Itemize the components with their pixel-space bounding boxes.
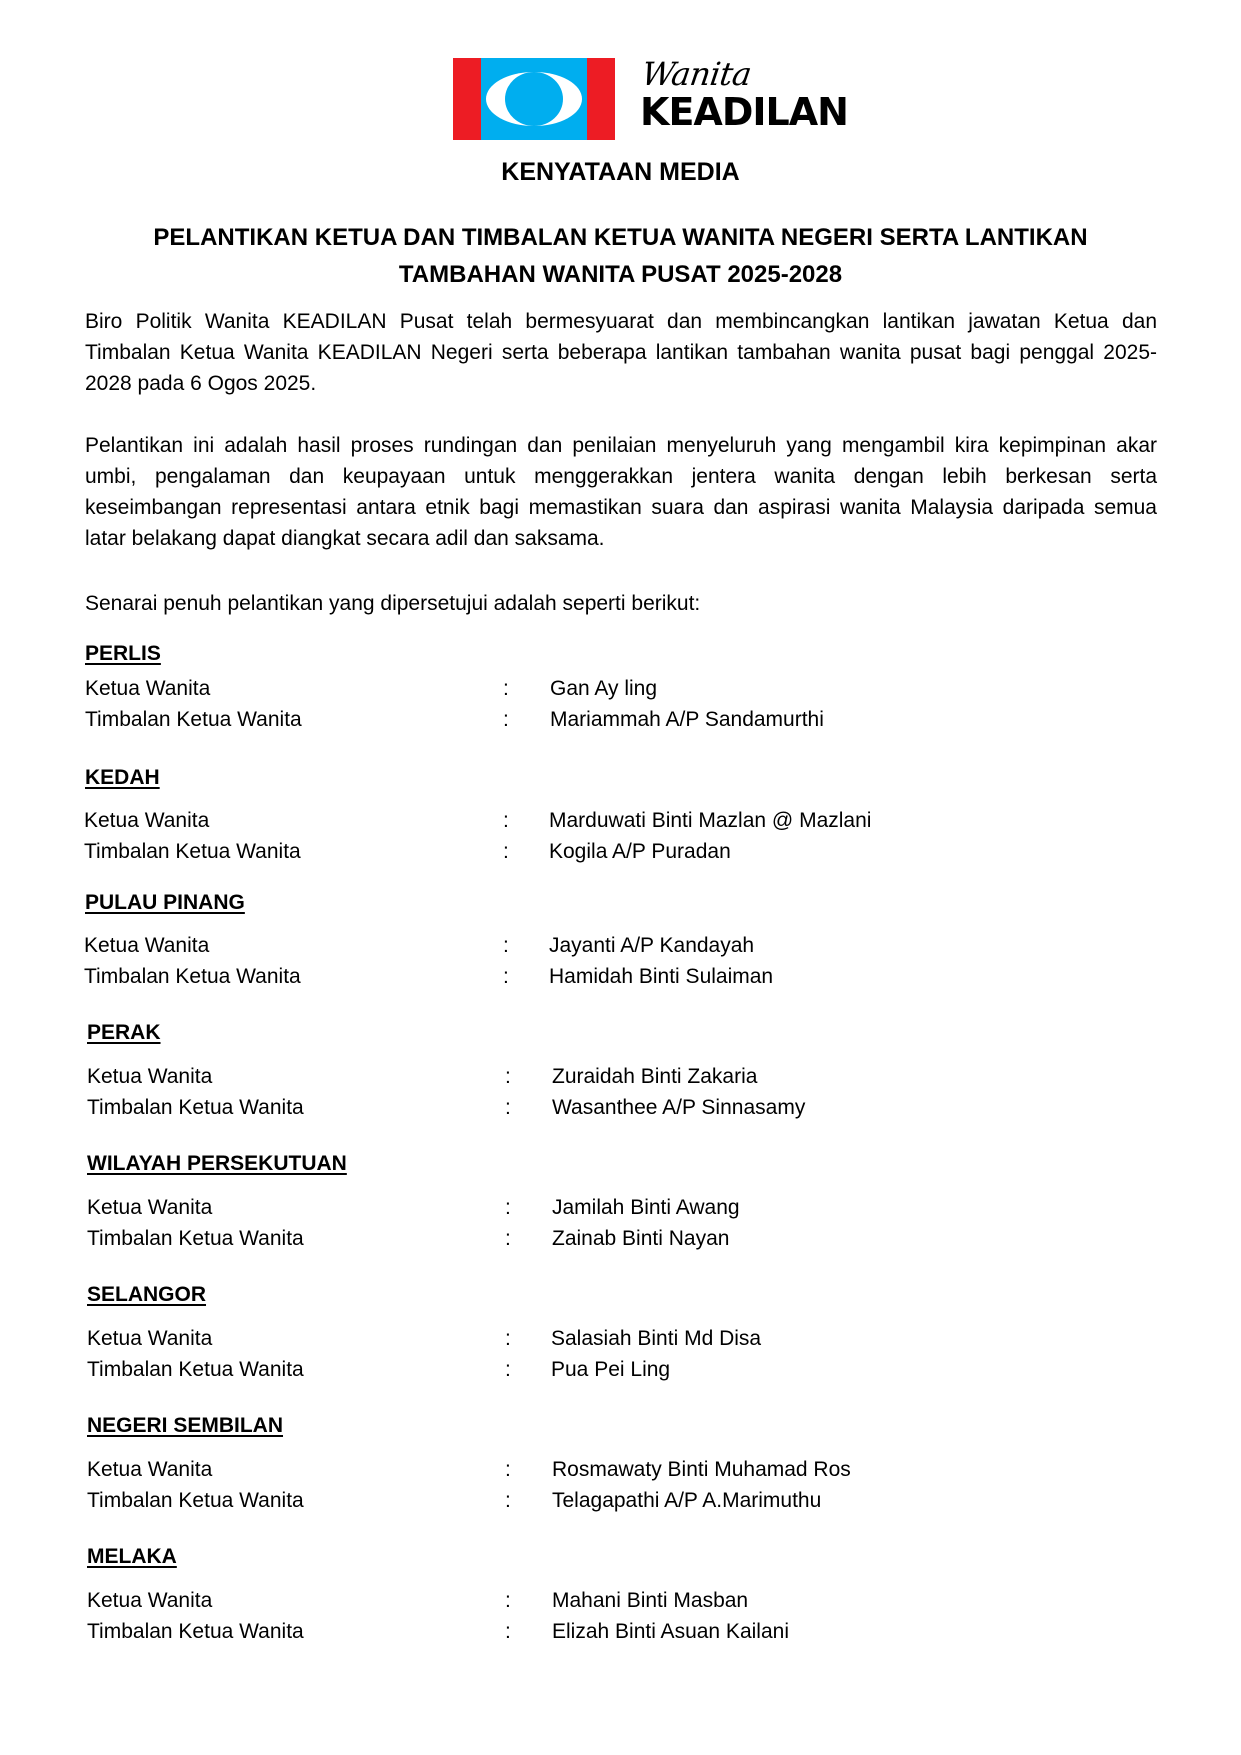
role-label: Ketua Wanita: [87, 1327, 213, 1350]
role-label: Timbalan Ketua Wanita: [87, 1358, 304, 1381]
appointee-name: Mariammah A/P Sandamurthi: [550, 708, 824, 731]
role-label: Ketua Wanita: [87, 1065, 213, 1088]
appointee-name: Wasanthee A/P Sinnasamy: [552, 1096, 806, 1119]
separator-colon: :: [505, 1358, 511, 1381]
list-intro-paragraph: Senarai penuh pelantikan yang dipersetujui adalah seperti berikut:: [85, 592, 701, 615]
appointee-name: Jayanti A/P Kandayah: [549, 934, 755, 957]
appointee-name: Jamilah Binti Awang: [552, 1196, 740, 1219]
separator-colon: :: [505, 1196, 511, 1219]
separator-colon: :: [505, 1065, 511, 1088]
role-label: Ketua Wanita: [87, 1589, 213, 1612]
state-heading-negeri-sembilan: NEGERI SEMBILAN: [87, 1414, 284, 1437]
separator-colon: :: [503, 965, 509, 988]
state-heading-wilayah-persekutuan: WILAYAH PERSEKUTUAN: [87, 1152, 347, 1175]
separator-colon: :: [503, 708, 509, 731]
party-logo-icon: [453, 58, 615, 140]
separator-colon: :: [505, 1458, 511, 1481]
appointee-name: Mahani Binti Masban: [552, 1589, 749, 1612]
rationale-paragraph: Pelantikan ini adalah hasil proses rundingan dan penilaian menyeluruh yang mengambil kira kepimpinan akar umbi, pengalaman dan keupayaan untuk menggerakkan jentera wanita dengan lebih berkesan serta keseimbangan representasi antara etnik bagi memastikan suara dan aspirasi wanita Malaysia daripada semua latar belakang dapat diangkat secara adil dan saksama.: [85, 434, 1157, 550]
role-label: Timbalan Ketua Wanita: [85, 708, 302, 731]
role-label: Timbalan Ketua Wanita: [87, 1489, 304, 1512]
separator-colon: :: [503, 677, 509, 700]
document-title-line-2: TAMBAHAN WANITA PUSAT 2025-2028: [398, 261, 843, 288]
intro-paragraph: Biro Politik Wanita KEADILAN Pusat telah bermesyuarat dan membincangkan lantikan jawatan Ketua dan Timbalan Ketua Wanita KEADILAN Negeri serta beberapa lantikan tambahan wanita pusat bagi penggal 2025-2028 pada 6 Ogos 2025.: [85, 310, 1157, 395]
state-heading-perlis: PERLIS: [85, 642, 161, 665]
state-heading-melaka: MELAKA: [87, 1545, 177, 1568]
role-label: Timbalan Ketua Wanita: [87, 1227, 304, 1250]
state-heading-pulau-pinang: PULAU PINANG: [85, 891, 245, 914]
appointee-name: Zainab Binti Nayan: [552, 1227, 730, 1250]
appointee-name: Telagapathi A/P A.Marimuthu: [552, 1489, 822, 1512]
role-label: Ketua Wanita: [84, 934, 210, 957]
appointee-name: Zuraidah Binti Zakaria: [552, 1065, 758, 1088]
appointee-name: Elizah Binti Asuan Kailani: [552, 1620, 789, 1643]
separator-colon: :: [505, 1489, 511, 1512]
role-label: Ketua Wanita: [85, 677, 211, 700]
role-label: Timbalan Ketua Wanita: [87, 1096, 304, 1119]
role-label: Timbalan Ketua Wanita: [87, 1620, 304, 1643]
appointee-name: Marduwati Binti Mazlan @ Mazlani: [549, 809, 872, 832]
logo-wordmark: [639, 55, 848, 146]
state-heading-selangor: SELANGOR: [87, 1283, 207, 1306]
appointee-name: Hamidah Binti Sulaiman: [549, 965, 774, 988]
appointee-name: Kogila A/P Puradan: [549, 840, 731, 863]
role-label: Timbalan Ketua Wanita: [84, 840, 301, 863]
appointee-name: Gan Ay ling: [550, 677, 658, 700]
logo-word-text: KEADILAN: [640, 90, 848, 134]
separator-colon: :: [503, 934, 509, 957]
logo-script-text: Wanita: [639, 55, 754, 93]
separator-colon: :: [505, 1227, 511, 1250]
separator-colon: :: [503, 840, 509, 863]
separator-colon: :: [505, 1589, 511, 1612]
separator-colon: :: [505, 1327, 511, 1350]
separator-colon: :: [505, 1620, 511, 1643]
document-type-heading: KENYATAAN MEDIA: [501, 158, 740, 186]
role-label: Ketua Wanita: [87, 1196, 213, 1219]
role-label: Ketua Wanita: [84, 809, 210, 832]
appointee-name: Rosmawaty Binti Muhamad Ros: [552, 1458, 851, 1481]
state-heading-perak: PERAK: [87, 1021, 161, 1044]
appointee-name: Pua Pei Ling: [551, 1358, 671, 1381]
separator-colon: :: [505, 1096, 511, 1119]
appointee-name: Salasiah Binti Md Disa: [551, 1327, 762, 1350]
role-label: Timbalan Ketua Wanita: [84, 965, 301, 988]
document-title: [84, 219, 1157, 293]
document-title-line-1: PELANTIKAN KETUA DAN TIMBALAN KETUA WANITA NEGERI SERTA LANTIKAN: [153, 224, 1088, 251]
role-label: Ketua Wanita: [87, 1458, 213, 1481]
state-heading-kedah: KEDAH: [85, 766, 160, 789]
separator-colon: :: [503, 809, 509, 832]
